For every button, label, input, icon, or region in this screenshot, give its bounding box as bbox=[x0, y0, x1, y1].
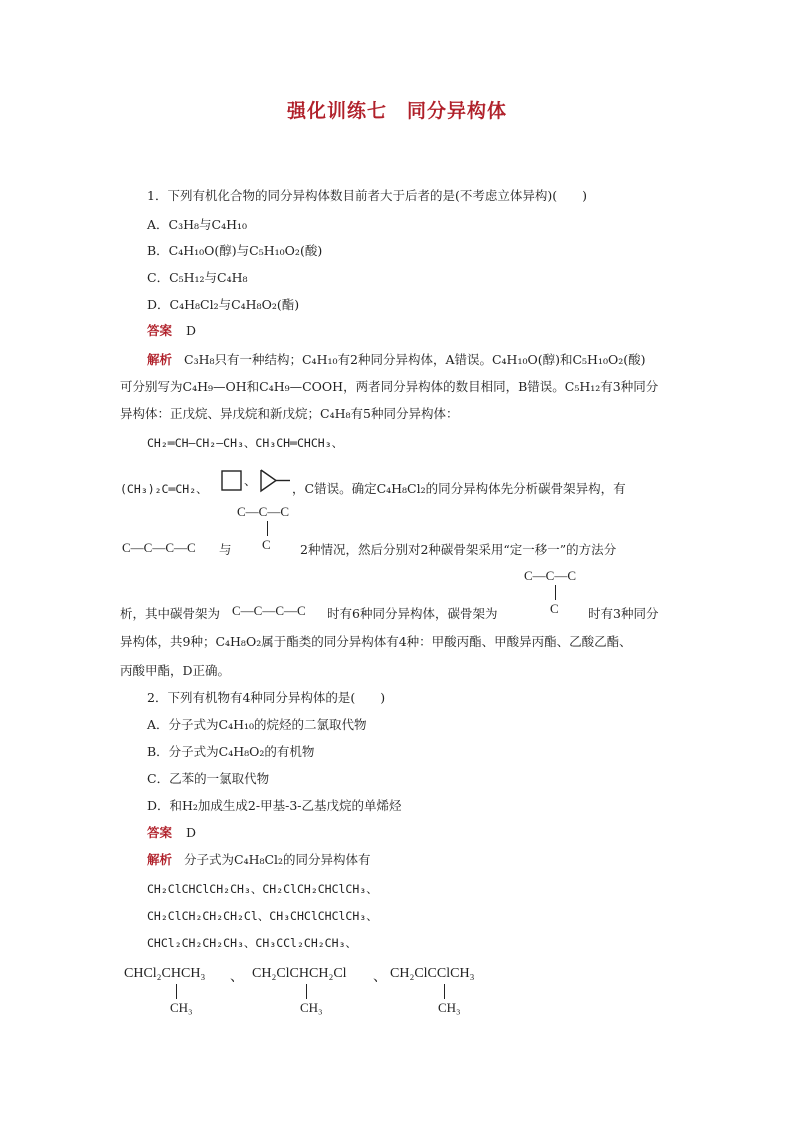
branched-skeleton-c: C bbox=[262, 537, 271, 552]
q1-analysis-line-7-mid: 时有6种同分异构体，碳骨架为 bbox=[327, 606, 498, 621]
separator: 、 bbox=[244, 473, 257, 488]
branched-skeleton-c-2: C bbox=[550, 601, 559, 616]
q1-analysis-line-5 bbox=[120, 480, 208, 498]
branch-bond-2 bbox=[555, 585, 556, 600]
analysis-label: 解析 bbox=[147, 852, 173, 867]
structure-1: CHCl₂CHCH₃ bbox=[124, 966, 206, 981]
analysis-text: 分子式为C₄H₈Cl₂的同分异构体有 bbox=[184, 852, 371, 867]
q2-option-b: B．分子式为C₄H₈O₂的有机物 bbox=[147, 744, 315, 759]
cyclobutane-icon bbox=[220, 469, 244, 493]
q2-formula-line-2: CH₂ClCH₂CH₂CH₂Cl、CH₃CHClCHClCH₃、 bbox=[147, 909, 378, 923]
q2-answer bbox=[147, 824, 196, 842]
analysis-label: 解析 bbox=[147, 352, 173, 367]
structure-2: CH₂ClCHCH₂Cl bbox=[252, 966, 347, 981]
separator: 、 bbox=[373, 970, 387, 985]
structure-3-methyl: CH₃ bbox=[438, 1000, 461, 1015]
isobutene-formula: (CH₃)₂C═CH₂、 bbox=[120, 482, 208, 496]
analysis-text: C₃H₈只有一种结构；C₄H₁₀有2种同分异构体，A错误。C₄H₁₀O(醇)和C₅H₁₀O₂(酸) bbox=[184, 352, 646, 367]
q1-analysis-line-1 bbox=[147, 351, 645, 369]
q1-formula-line-4: CH₂═CH—CH₂—CH₃、CH₃CH═CHCH₃、 bbox=[147, 436, 344, 450]
q2-option-a: A．分子式为C₄H₁₀的烷烃的二氯取代物 bbox=[147, 717, 367, 732]
structure-2-methyl: CH₃ bbox=[300, 1000, 323, 1015]
q2-formula-line-3: CHCl₂CH₂CH₂CH₃、CH₃CCl₂CH₂CH₃、 bbox=[147, 936, 357, 950]
q1-option-b: B．C₄H₁₀O(醇)与C₅H₁₀O₂(酸) bbox=[147, 243, 323, 258]
answer-value: D bbox=[186, 323, 197, 338]
q1-analysis-line-7-post: 时有3种同分 bbox=[588, 606, 659, 621]
q1-option-d: D．C₄H₈Cl₂与C₄H₈O₂(酯) bbox=[147, 297, 300, 312]
q1-analysis-line-7-pre: 析，其中碳骨架为 bbox=[120, 606, 221, 621]
structure-1-bond bbox=[176, 984, 177, 999]
structure-3: CH₂ClCClCH₃ bbox=[390, 966, 475, 981]
q1-analysis-line-8: 异构体，共9种；C₄H₈O₂属于酯类的同分异构体有4种：甲酸丙酯、甲酸异丙酯、乙酸乙酯、 bbox=[120, 634, 632, 649]
q1-stem: 1．下列有机化合物的同分异构体数目前者大于后者的是(不考虑立体异构)( ) bbox=[147, 188, 587, 203]
branched-skeleton-top: C—C—C bbox=[237, 504, 290, 519]
separator: 、 bbox=[230, 970, 244, 985]
q1-analysis-line-3: 异构体：正戊烷、异戊烷和新戊烷；C₄H₈有5种同分异构体： bbox=[120, 406, 459, 421]
q1-analysis-line-5-tail: ，C错误。确定C₄H₈Cl₂的同分异构体先分析碳骨架异构，有 bbox=[292, 481, 626, 496]
structure-1-methyl: CH₃ bbox=[170, 1000, 193, 1015]
branch-bond bbox=[267, 521, 268, 536]
q2-formula-line-1: CH₂ClCHClCH₂CH₃、CH₂ClCH₂CHClCH₃、 bbox=[147, 882, 378, 896]
q1-answer bbox=[147, 322, 196, 340]
linear-skeleton: C—C—C—C bbox=[122, 540, 196, 555]
q1-option-c: C．C₅H₁₂与C₄H₈ bbox=[147, 270, 248, 285]
answer-value: D bbox=[186, 825, 197, 840]
q2-option-d: D．和H₂加成生成2-甲基-3-乙基戊烷的单烯烃 bbox=[147, 798, 402, 813]
methylcyclopropane-icon bbox=[258, 468, 292, 494]
q2-analysis-line-1 bbox=[147, 851, 371, 869]
q1-analysis-line-9: 丙酸甲酯，D正确。 bbox=[120, 663, 231, 678]
structure-3-bond bbox=[444, 984, 445, 999]
q1-analysis-line-6: 2种情况，然后分别对2种碳骨架采用“定一移一”的方法分 bbox=[300, 542, 617, 557]
q1-option-a: A．C₃H₈与C₄H₁₀ bbox=[147, 217, 248, 232]
q2-stem: 2．下列有机物有4种同分异构体的是( ) bbox=[147, 690, 386, 705]
answer-label: 答案 bbox=[147, 323, 173, 338]
q2-option-c: C．乙苯的一氯取代物 bbox=[147, 771, 270, 786]
linear-skeleton-2: C—C—C—C bbox=[232, 603, 306, 618]
q1-analysis-line-2: 可分别写为C₄H₉—OH和C₄H₉—COOH，两者同分异构体的数目相同，B错误。C₅H₁₂有3种同分 bbox=[120, 379, 659, 394]
answer-label: 答案 bbox=[147, 825, 173, 840]
page-title: 强化训练七 同分异构体 bbox=[286, 100, 507, 122]
branched-skeleton-top-2: C—C—C bbox=[524, 568, 577, 583]
structure-2-bond bbox=[306, 984, 307, 999]
and-text: 与 bbox=[219, 542, 232, 557]
